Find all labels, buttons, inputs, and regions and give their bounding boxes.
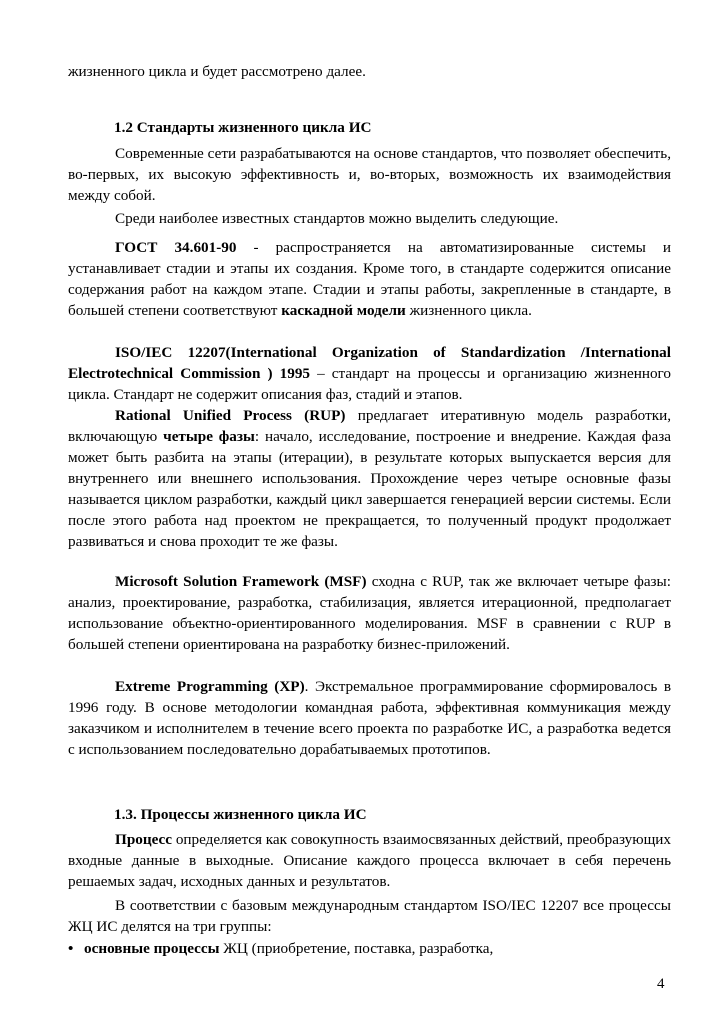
- paragraph-msf: [68, 571, 671, 655]
- section-heading-1-2: 1.2 Стандарты жизненного цикла ИС: [114, 119, 372, 136]
- page-number: 4: [657, 976, 665, 992]
- list-item-text: ЖЦ (приобретение, поставка, разработка,: [219, 940, 494, 957]
- process-term: Процесс: [115, 831, 173, 848]
- paragraph-gost: [68, 237, 671, 321]
- rup-term: Rational Unified Process (RUP): [115, 407, 346, 424]
- rup-text: предлагает итеративную модель разработки, включающую: [68, 407, 672, 445]
- gost-term: ГОСТ 34.601-90: [115, 239, 237, 256]
- iso-term: ISO/IEC 12207(International Organization of Standardization /International Electrotechnical Commission ) 1995: [68, 344, 671, 382]
- gost-text-end: жизненного цикла.: [405, 302, 532, 319]
- paragraph-intro: Современные сети разрабатываются на основе стандартов, что позволяет обеспечить, во-первых, их высокую эффективность и, во-вторых, возможность их взаимодействия между собой.: [68, 145, 671, 204]
- paragraph-rup: [68, 405, 671, 552]
- continuation-line: жизненного цикла и будет рассмотрено далее.: [68, 63, 366, 80]
- msf-term: Microsoft Solution Framework (MSF): [115, 573, 367, 590]
- gost-text: - распространяется на автоматизированные системы и устанавливает стадии и этапы их создания. Кроме того, в стандарте содержится описание содержания работ на каждом этапе. Стадии и этапы работы, закрепленные в стандарте, в большей степени соответствуют: [68, 239, 671, 319]
- xp-term: Extreme Programming (XP): [115, 678, 305, 695]
- list-item: [68, 938, 671, 959]
- paragraph-xp: [68, 676, 671, 760]
- main-processes-term: основные процессы: [84, 940, 220, 957]
- xp-text: . Экстремальное программирование сформировалось в 1996 году. В основе методологии командная работа, эффективная коммуникация между заказчиком и исполнителем в течение всего проекта по разработке ИС, а разработка ведется с использованием последовательно дорабатываемых прототипов.: [68, 678, 671, 758]
- paragraph-iso: [68, 342, 671, 405]
- paragraph-standards-list: Среди наиболее известных стандартов можно выделить следующие.: [115, 210, 559, 227]
- paragraph-process: [68, 829, 671, 892]
- four-phases-term: четыре фазы: [163, 428, 255, 445]
- cascade-model-term: каскадной модели: [281, 302, 406, 319]
- bullet-icon: •: [68, 940, 74, 957]
- msf-text: сходна с RUP, так же включает четыре фазы: анализ, проектирование, разработка, стабилизация, является итерационной, предполагает использование объектно-ориентированного моделирования. MSF в сравнении с RUP в большей степени ориентирована на разработку бизнес-приложений.: [68, 573, 671, 653]
- iso-text: – стандарт на процессы и организацию жизненного цикла. Стандарт не содержит описания фаз, стадий и этапов.: [68, 365, 671, 403]
- section-heading-1-3: 1.3. Процессы жизненного цикла ИС: [114, 806, 367, 823]
- paragraph-process-groups: В соответствии с базовым международным стандартом ISO/IEC 12207 все процессы ЖЦ ИС делятся на три группы:: [68, 897, 671, 935]
- process-text: определяется как совокупность взаимосвязанных действий, преобразующих входные данные в выходные. Описание каждого процесса включает в себя перечень решаемых задач, исходных данных и результатов.: [68, 831, 671, 890]
- rup-text-end: : начало, исследование, построение и внедрение. Каждая фаза может быть разбита на этапы (итерации), в результате которых выпускается версия для внутреннего или внешнего использования. Прохождение через четыре основные фазы называется циклом разработки, каждый цикл завершается генерацией версии системы. Если после этого работа над проектом не прекращается, то полученный продукт продолжает развиваться и снова проходит те же фазы.: [68, 428, 671, 550]
